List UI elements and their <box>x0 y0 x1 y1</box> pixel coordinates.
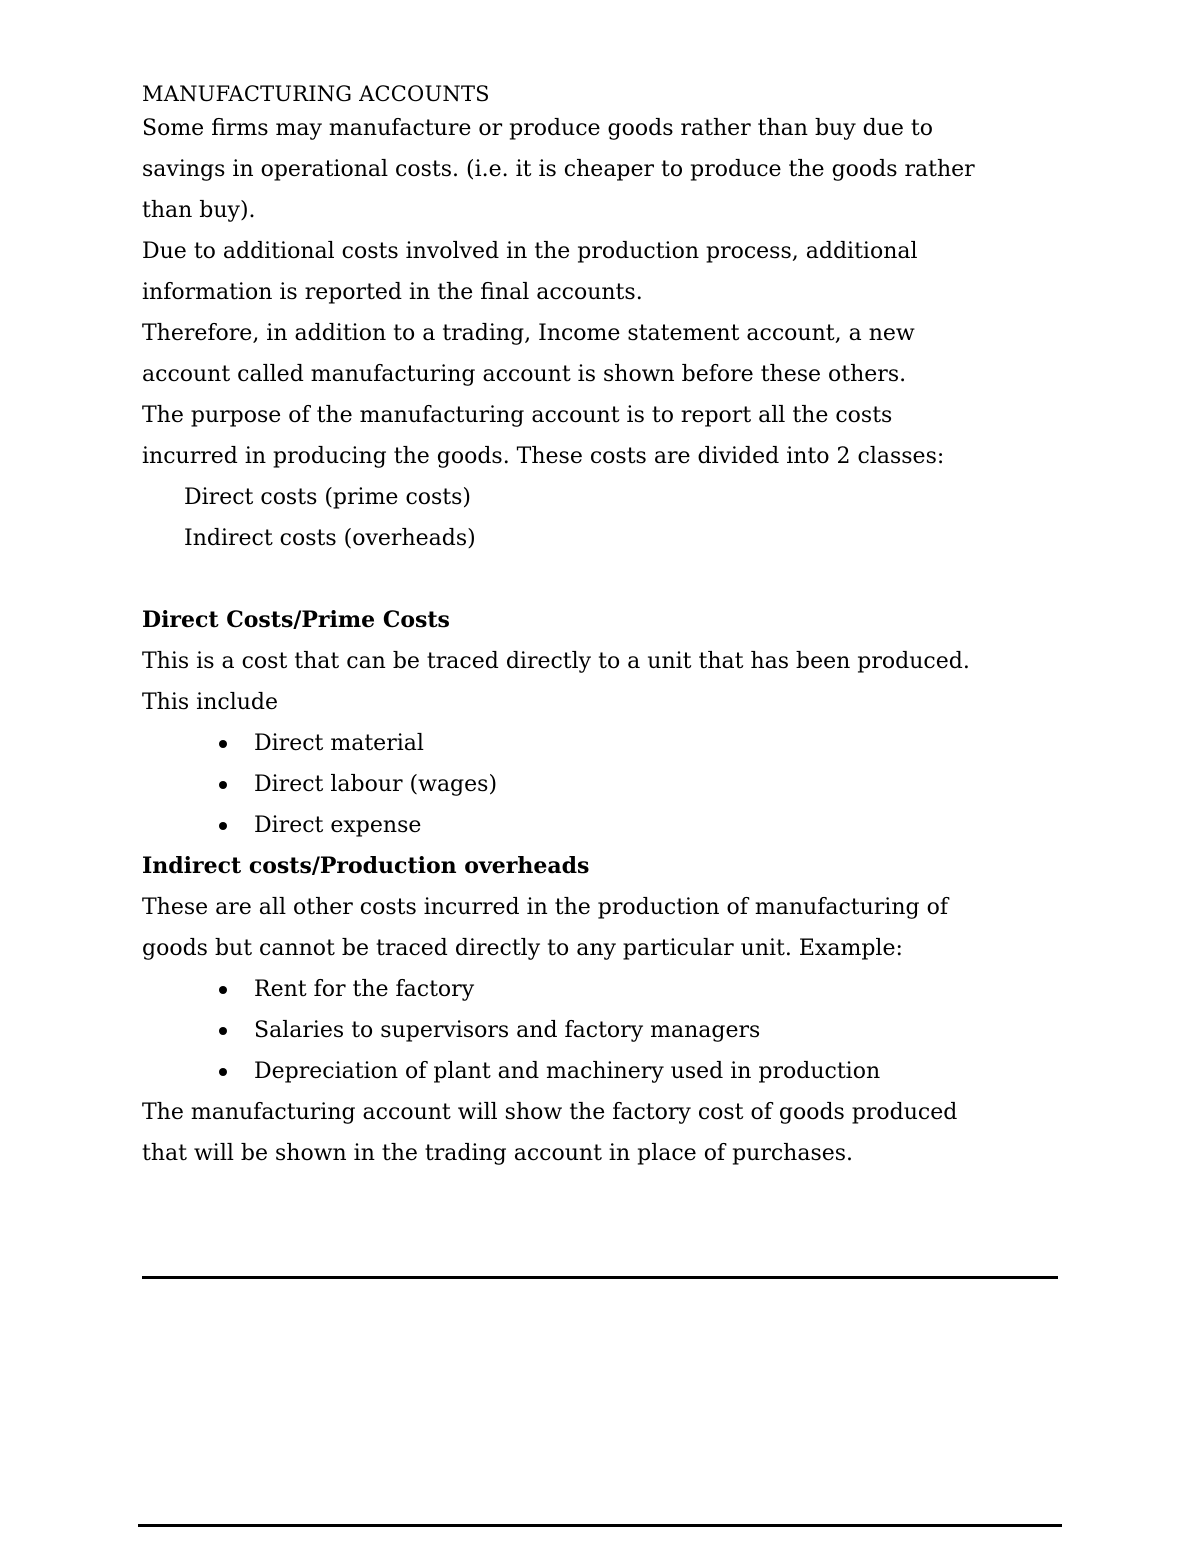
list-item <box>215 969 1072 1010</box>
direct-costs-line: This is a cost that can be traced directly to a unit that has been produced. <box>142 649 970 674</box>
direct-costs-list <box>142 723 1072 846</box>
intro-line: information is reported in the final accounts. <box>142 280 643 305</box>
closing-line: that will be shown in the trading account in place of purchases. <box>142 1141 854 1166</box>
blank-line <box>142 559 1072 600</box>
bullet-icon <box>219 1027 227 1035</box>
list-item <box>215 764 1072 805</box>
list-item <box>215 1051 1072 1092</box>
horizontal-rule <box>142 1276 1058 1279</box>
document-title: MANUFACTURING ACCOUNTS <box>142 82 490 106</box>
bullet-icon <box>219 986 227 994</box>
bullet-icon <box>219 1068 227 1076</box>
direct-costs-heading: Direct Costs/Prime Costs <box>142 607 450 633</box>
direct-costs-section <box>142 600 1072 846</box>
intro-line: than buy). <box>142 198 256 223</box>
intro-line: savings in operational costs. (i.e. it is cheaper to produce the goods rather <box>142 157 975 182</box>
bullet-icon <box>219 781 227 789</box>
list-item-label: Rent for the factory <box>254 977 475 1002</box>
footer-rule <box>138 1524 1062 1527</box>
indirect-costs-line: These are all other costs incurred in the production of manufacturing of <box>142 895 948 920</box>
intro-section <box>142 108 1072 559</box>
bullet-icon <box>219 822 227 830</box>
indirect-costs-heading: Indirect costs/Production overheads <box>142 853 590 879</box>
intro-line: account called manufacturing account is shown before these others. <box>142 362 907 387</box>
list-item-label: Salaries to supervisors and factory managers <box>254 1018 761 1043</box>
indirect-costs-list <box>142 969 1072 1092</box>
intro-line: Due to additional costs involved in the production process, additional <box>142 239 918 264</box>
list-item-label: Direct expense <box>254 813 422 838</box>
bullet-icon <box>219 740 227 748</box>
list-item-label: Direct material <box>254 731 424 756</box>
direct-costs-line: This include <box>142 690 278 715</box>
indirect-costs-line: goods but cannot be traced directly to any particular unit. Example: <box>142 936 903 961</box>
closing-line: The manufacturing account will show the factory cost of goods produced <box>142 1100 958 1125</box>
cost-class-item: Indirect costs (overheads) <box>184 526 476 551</box>
list-item <box>215 805 1072 846</box>
intro-line: Therefore, in addition to a trading, Income statement account, a new <box>142 321 915 346</box>
indirect-costs-section <box>142 846 1072 1092</box>
cost-class-item: Direct costs (prime costs) <box>184 485 472 510</box>
list-item <box>215 1010 1072 1051</box>
list-item-label: Direct labour (wages) <box>254 772 498 797</box>
list-item-label: Depreciation of plant and machinery used in production <box>254 1059 881 1084</box>
list-item <box>215 723 1072 764</box>
closing-section <box>142 1092 1072 1174</box>
intro-line: The purpose of the manufacturing account is to report all the costs <box>142 403 893 428</box>
intro-line: Some firms may manufacture or produce goods rather than buy due to <box>142 116 933 141</box>
document-page <box>142 80 1072 1174</box>
intro-line: incurred in producing the goods. These costs are divided into 2 classes: <box>142 444 945 469</box>
